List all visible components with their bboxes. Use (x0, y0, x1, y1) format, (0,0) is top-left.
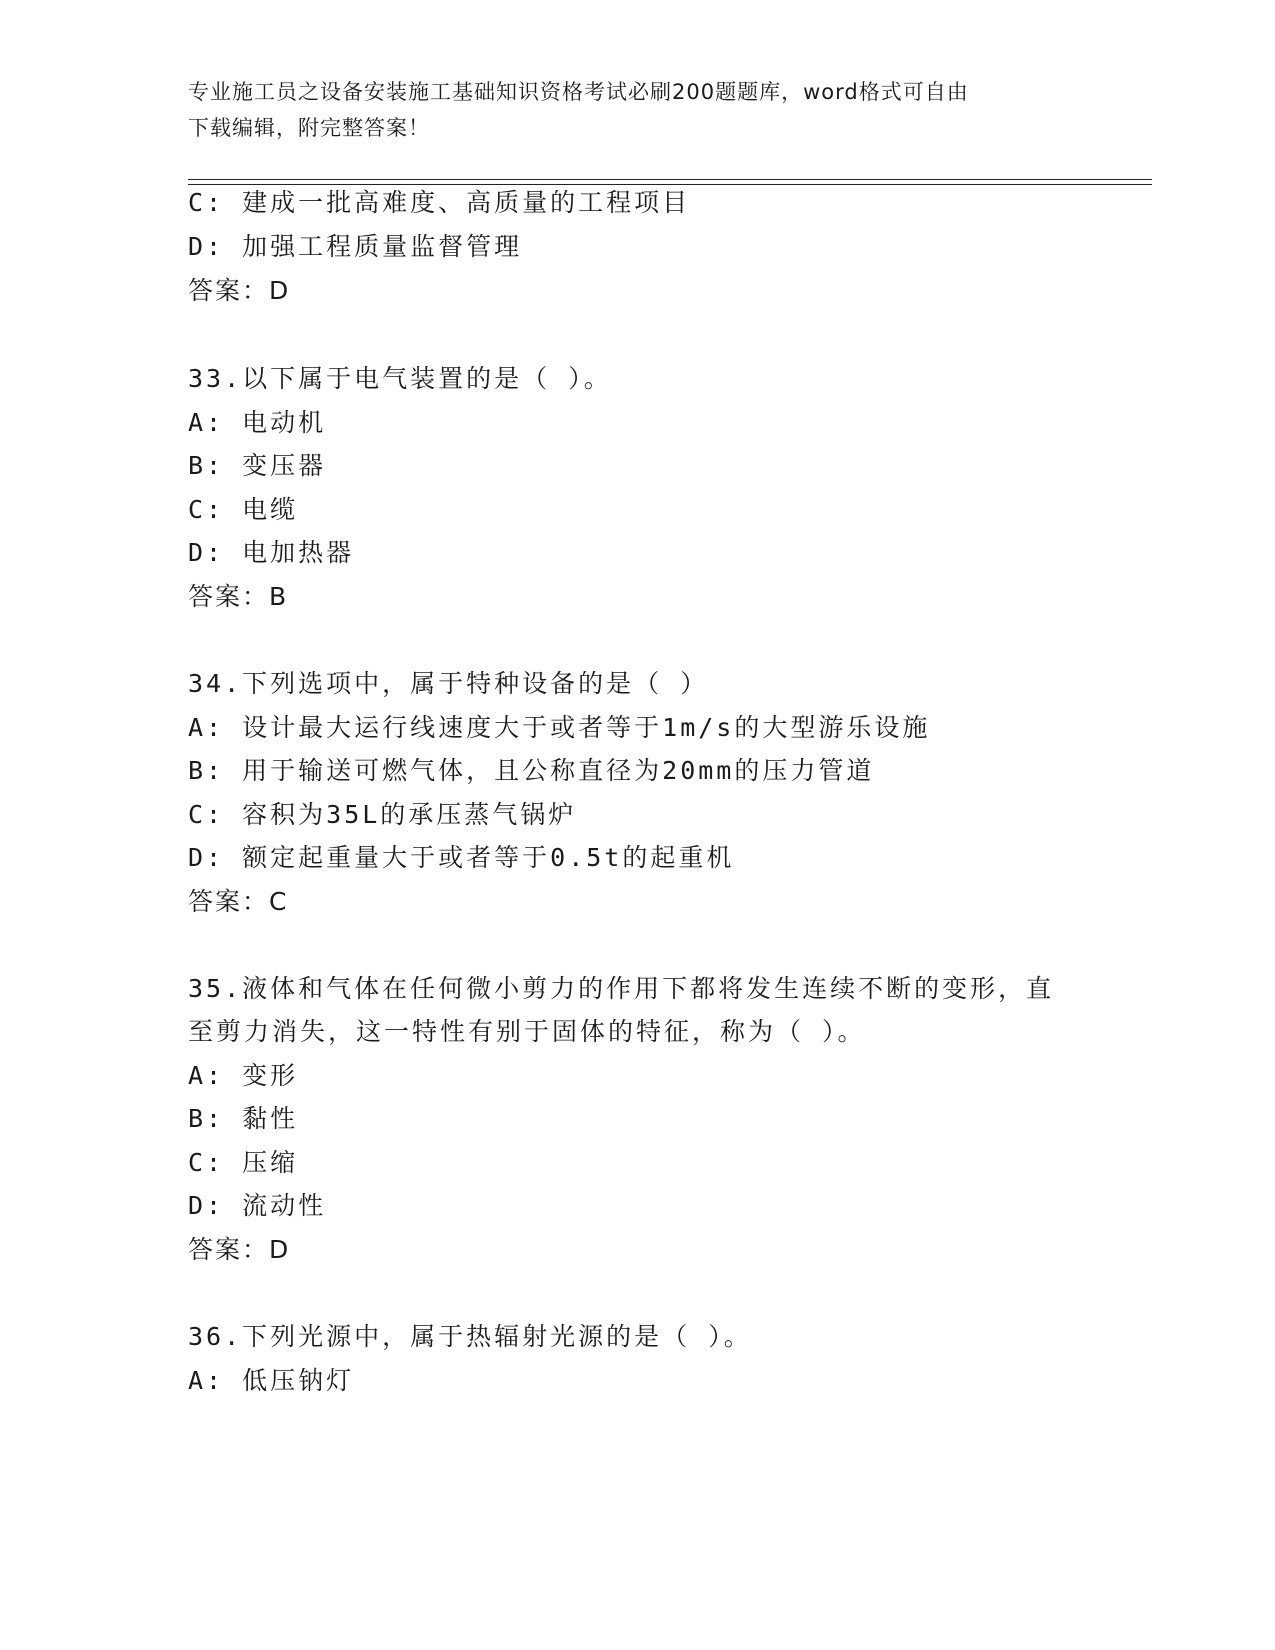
question-34-option-d: D: 额定起重量大于或者等于0.5t的起重机 (188, 843, 735, 872)
question-35-answer: 答案：D (188, 1235, 291, 1264)
question-35-option-a: A: 变形 (188, 1061, 299, 1090)
question-33-option-d: D: 电加热器 (188, 538, 355, 567)
question-33-option-a: A: 电动机 (188, 408, 327, 437)
prev-option-d: D: 加强工程质量监督管理 (188, 232, 523, 261)
prev-option-c: C: 建成一批高难度、高质量的工程项目 (188, 188, 691, 217)
question-35-stem-line2: 至剪力消失，这一特性有别于固体的特征，称为（ ）。 (188, 1017, 866, 1046)
prev-answer: 答案：D (188, 276, 291, 305)
question-35-stem-line1: 35.液体和气体在任何微小剪力的作用下都将发生连续不断的变形，直 (188, 974, 1055, 1003)
document-header (188, 74, 1088, 146)
question-33-option-b: B: 变压器 (188, 451, 327, 480)
question-34-stem: 34.下列选项中，属于特种设备的是（ ） (188, 669, 709, 698)
question-33-stem: 33.以下属于电气装置的是（ ）。 (188, 364, 612, 393)
header-divider-bottom (188, 184, 1152, 185)
question-36-stem: 36.下列光源中，属于热辐射光源的是（ ）。 (188, 1322, 752, 1351)
question-35-option-d: D: 流动性 (188, 1191, 327, 1220)
question-33-option-c: C: 电缆 (188, 495, 299, 524)
header-title-line1: 专业施工员之设备安装施工基础知识资格考试必刷200题题库，word格式可自由 (188, 80, 969, 104)
question-34-answer: 答案：C (188, 887, 289, 916)
question-36-option-a: A: 低压钠灯 (188, 1366, 355, 1395)
question-34-option-c: C: 容积为35L的承压蒸气锅炉 (188, 800, 577, 829)
question-35-option-b: B: 黏性 (188, 1104, 299, 1133)
question-34-option-b: B: 用于输送可燃气体，且公称直径为20mm的压力管道 (188, 756, 875, 785)
question-35-option-c: C: 压缩 (188, 1148, 299, 1177)
header-divider-top (188, 179, 1152, 180)
question-33-answer: 答案：B (188, 582, 289, 611)
header-title-line2: 下载编辑，附完整答案！ (188, 116, 430, 140)
question-34-option-a: A: 设计最大运行线速度大于或者等于1m/s的大型游乐设施 (188, 713, 931, 742)
